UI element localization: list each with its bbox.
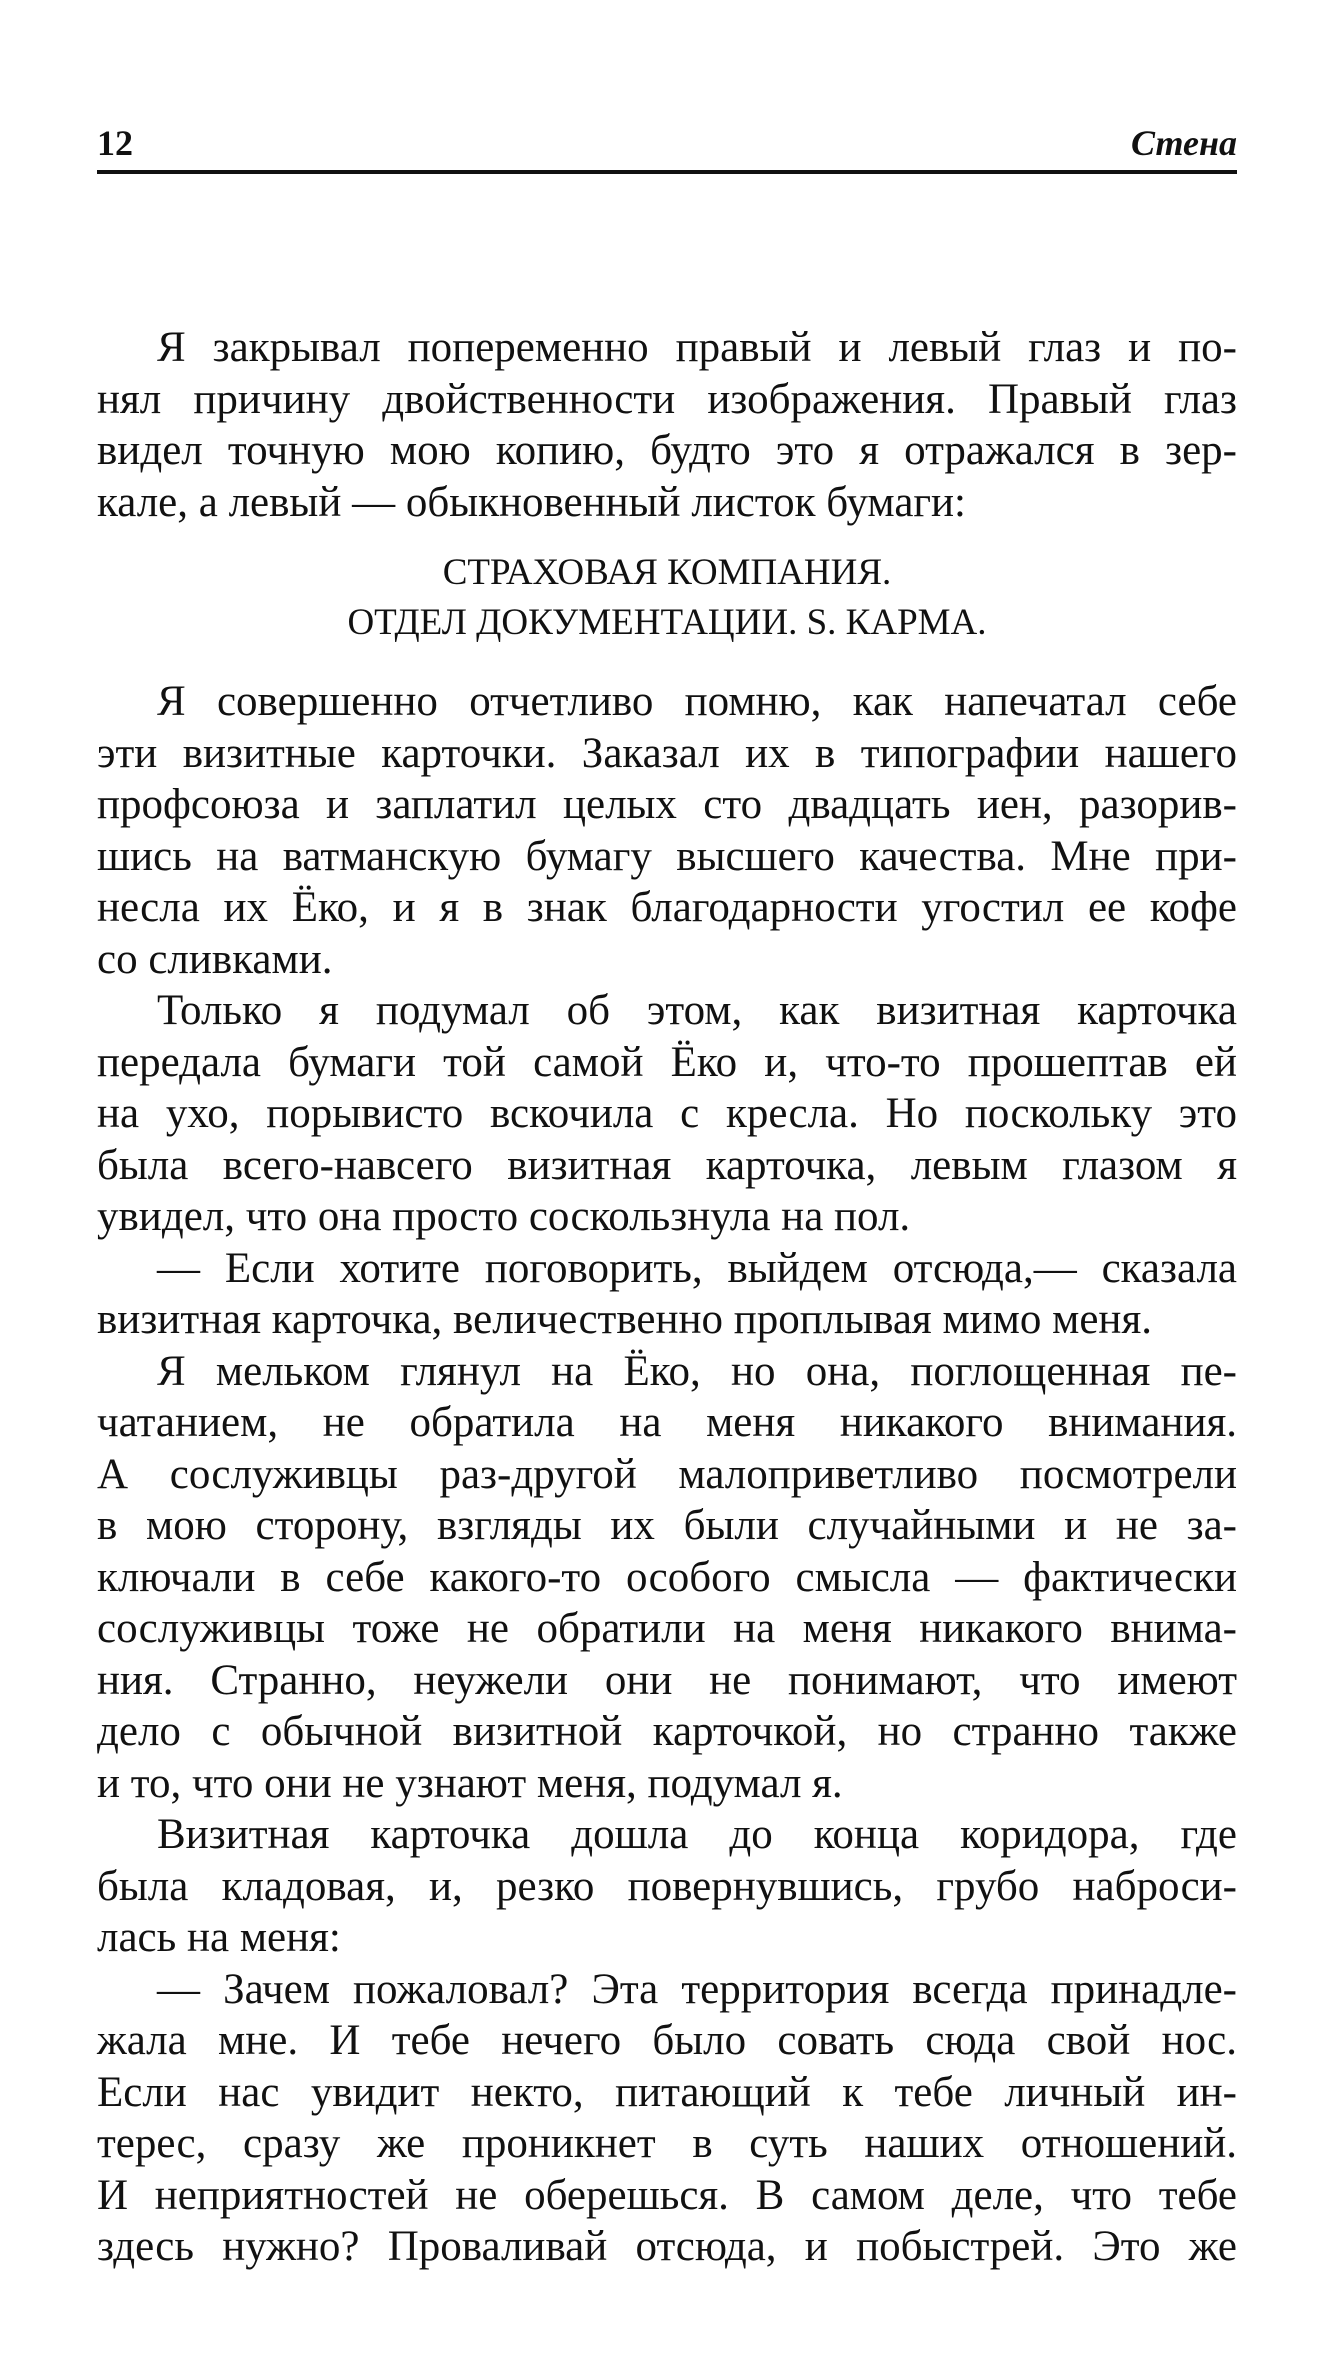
text-line: терес, сразу же проникнет в суть наших отношений. (97, 2120, 1237, 2167)
running-title: Стена (1130, 123, 1237, 163)
business-card-heading (97, 548, 1237, 648)
text-line: со сливками. (97, 935, 333, 983)
text-line: дело с обычной визитной карточкой, но странно также (97, 1708, 1237, 1755)
text-line: ния. Странно, неужели они не понимают, что имеют (97, 1656, 1237, 1704)
text-line: ключали в себе какого-то особого смысла — фактически (97, 1553, 1237, 1601)
page-number: 12 (97, 123, 133, 163)
text-line: и то, что они не узнают меня, подумал я. (97, 1759, 843, 1807)
main-paragraphs (97, 676, 1237, 2273)
paragraph (97, 1964, 1237, 2273)
paragraph (97, 985, 1237, 1243)
text-line: несла их Ёко, и я в знак благодарности угостил ее кофе (97, 884, 1237, 931)
paragraph (97, 1346, 1237, 1810)
text-line: визитная карточка, величественно проплывая мимо меня. (97, 1296, 1152, 1343)
opening-paragraph (97, 322, 1237, 528)
text-line: сослуживцы тоже не обратили на меня никакого внима- (97, 1605, 1237, 1652)
text-line: была кладовая, и, резко повернувшись, грубо наброси- (97, 1862, 1237, 1910)
text-line: передала бумаги той самой Ёко и, что-то прошептав ей (97, 1038, 1237, 1086)
text-line: Визитная карточка дошла до конца коридора, где (157, 1811, 1237, 1858)
text-line: И неприятностей не оберешься. В самом деле, что тебе (97, 2171, 1237, 2219)
running-header (97, 110, 1237, 174)
paragraph (97, 1809, 1237, 1964)
text-line: была всего-навсего визитная карточка, левым глазом я (97, 1141, 1237, 1189)
text-line: — Зачем пожаловал? Эта территория всегда принадле- (157, 1965, 1237, 2013)
text-line: шись на ватманскую бумагу высшего качества. Мне при- (97, 832, 1237, 880)
heading-line-2: ОТДЕЛ ДОКУМЕНТАЦИИ. S. КАРМА. (347, 602, 987, 643)
heading-line-1: СТРАХОВАЯ КОМПАНИЯ. (442, 552, 892, 593)
text-line: Я совершенно отчетливо помню, как напечатал себе (157, 678, 1237, 725)
text-line: увидел, что она просто соскользнула на пол. (97, 1193, 911, 1240)
book-page (97, 110, 1237, 2273)
text-line: Только я подумал об этом, как визитная карточка (157, 987, 1237, 1034)
text-line: здесь нужно? Проваливай отсюда, и побыстрей. Это же (97, 2223, 1237, 2270)
text-line: чатанием, не обратила на меня никакого внимания. (97, 1399, 1237, 1446)
text-line: нял причину двойственности изображения. Правый глаз (97, 375, 1237, 423)
text-line: Если нас увидит некто, питающий к тебе личный ин- (97, 2068, 1237, 2116)
body-text (97, 322, 1237, 2273)
paragraph (97, 322, 1237, 528)
text-line: эти визитные карточки. Заказал их в типографии нашего (97, 729, 1237, 777)
paragraph (97, 1243, 1237, 1346)
text-line: Я мельком глянул на Ёко, но она, поглощенная пе- (157, 1347, 1237, 1395)
text-line: лась на меня: (97, 1914, 341, 1961)
text-line: профсоюза и заплатил целых сто двадцать иен, разорив- (97, 781, 1237, 828)
text-line: А сослуживцы раз-другой малоприветливо посмотрели (97, 1450, 1237, 1498)
text-line: кале, а левый — обыкновенный листок бумаги: (97, 478, 967, 526)
text-line: видел точную мою копию, будто это я отражался в зер- (97, 427, 1237, 474)
text-line: в мою сторону, взгляды их были случайными и не за- (97, 1502, 1237, 1549)
paragraph (97, 676, 1237, 985)
text-line: Я закрывал попеременно правый и левый глаз и по- (157, 324, 1237, 371)
text-line: — Если хотите поговорить, выйдем отсюда,— сказала (157, 1244, 1237, 1292)
text-line: жала мне. И тебе нечего было совать сюда свой нос. (97, 2017, 1237, 2064)
text-line: на ухо, порывисто вскочила с кресла. Но поскольку это (97, 1090, 1237, 1137)
